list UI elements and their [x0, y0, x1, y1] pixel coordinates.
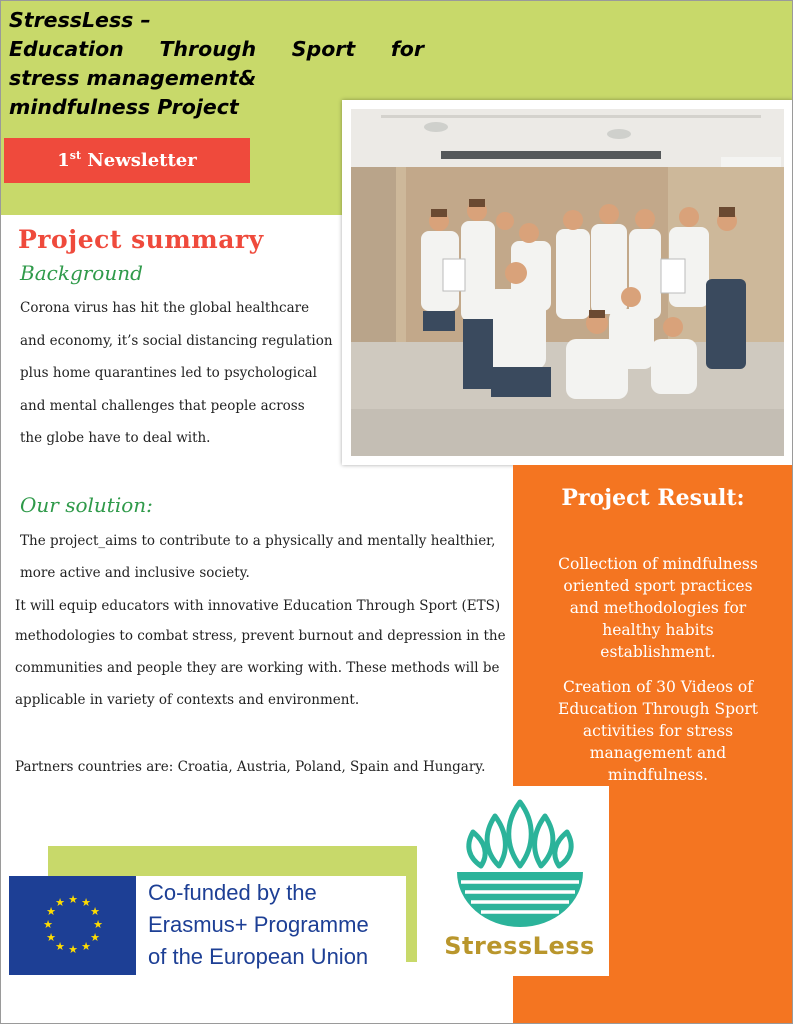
- svg-text:★: ★: [90, 905, 100, 918]
- eu-stars-icon: [9, 876, 136, 975]
- background-heading: Background: [20, 261, 143, 285]
- result-line: Collection of mindfulness: [558, 555, 758, 573]
- solution-line: applicable in variety of contexts and environment.: [15, 692, 360, 708]
- result-line: activities for stress: [582, 722, 734, 740]
- funding-line: Erasmus+ Programme: [148, 912, 369, 937]
- svg-text:★: ★: [81, 940, 91, 953]
- svg-text:★: ★: [46, 931, 56, 944]
- newsletter-ordinal: 1: [57, 150, 70, 171]
- svg-text:★: ★: [81, 896, 91, 909]
- logo-wordmark: StressLess: [444, 932, 595, 960]
- partners-line: Partners countries are: Croatia, Austria, Poland, Spain and Hungary.: [15, 759, 486, 775]
- title-word: Education: [9, 37, 124, 61]
- svg-text:★: ★: [55, 940, 65, 953]
- result-line: oriented sport practices: [563, 577, 753, 595]
- funding-line: Co-funded by the: [148, 880, 317, 905]
- result-line: Education Through Sport: [558, 700, 758, 718]
- eu-flag-icon: [9, 876, 136, 975]
- result-item-collection: [540, 553, 776, 663]
- background-line: and mental challenges that people across: [20, 398, 305, 414]
- svg-text:★: ★: [55, 896, 65, 909]
- svg-text:★: ★: [90, 931, 100, 944]
- solution-line: methodologies to combat stress, prevent burnout and depression in the: [15, 628, 506, 644]
- result-item-videos: [540, 676, 776, 786]
- svg-text:★: ★: [43, 918, 53, 931]
- group-photo-image: [351, 109, 784, 456]
- result-line: healthy habits: [602, 621, 714, 639]
- project-summary-title: Project summary: [18, 225, 264, 254]
- result-line: Creation of 30 Videos of: [562, 678, 753, 696]
- lotus-waves-icon: [445, 794, 595, 929]
- result-line: establishment.: [600, 643, 716, 661]
- solution-line: more active and inclusive society.: [20, 565, 250, 581]
- newsletter-badge: [4, 138, 250, 183]
- group-photo: [342, 100, 793, 465]
- title-word: Through: [159, 37, 257, 61]
- solution-heading: Our solution:: [20, 493, 153, 517]
- newsletter-word: Newsletter: [87, 150, 197, 171]
- solution-line: communities and people they are working with. These methods will be: [15, 660, 500, 676]
- background-line: the globe have to deal with.: [20, 430, 211, 446]
- stressless-logo: [430, 786, 609, 976]
- result-line: mindfulness.: [607, 766, 709, 784]
- solution-line: It will equip educators with innovative Education Through Sport (ETS): [15, 598, 501, 614]
- svg-text:★: ★: [68, 893, 78, 906]
- title-word: Sport: [291, 37, 356, 61]
- project-result-title: Project Result:: [561, 485, 745, 511]
- newsletter-suffix: st: [69, 149, 82, 162]
- title-line-3: stress management&: [9, 66, 257, 90]
- background-line: and economy, it’s social distancing regulation: [20, 333, 333, 349]
- funding-line: of the European Union: [148, 944, 369, 969]
- svg-text:★: ★: [68, 943, 78, 956]
- title-word: for: [390, 37, 424, 61]
- background-line: plus home quarantines led to psychological: [20, 365, 317, 381]
- title-line-2: [9, 35, 424, 64]
- svg-text:★: ★: [93, 918, 103, 931]
- solution-line: The project_aims to contribute to a physically and mentally healthier,: [20, 533, 496, 549]
- svg-text:★: ★: [46, 905, 56, 918]
- result-line: and methodologies for: [569, 599, 747, 617]
- title-line-1: StressLess –: [9, 8, 151, 32]
- result-line: management and: [589, 744, 727, 762]
- title-line-4: mindfulness Project: [9, 95, 239, 119]
- background-line: Corona virus has hit the global healthcare: [20, 300, 310, 316]
